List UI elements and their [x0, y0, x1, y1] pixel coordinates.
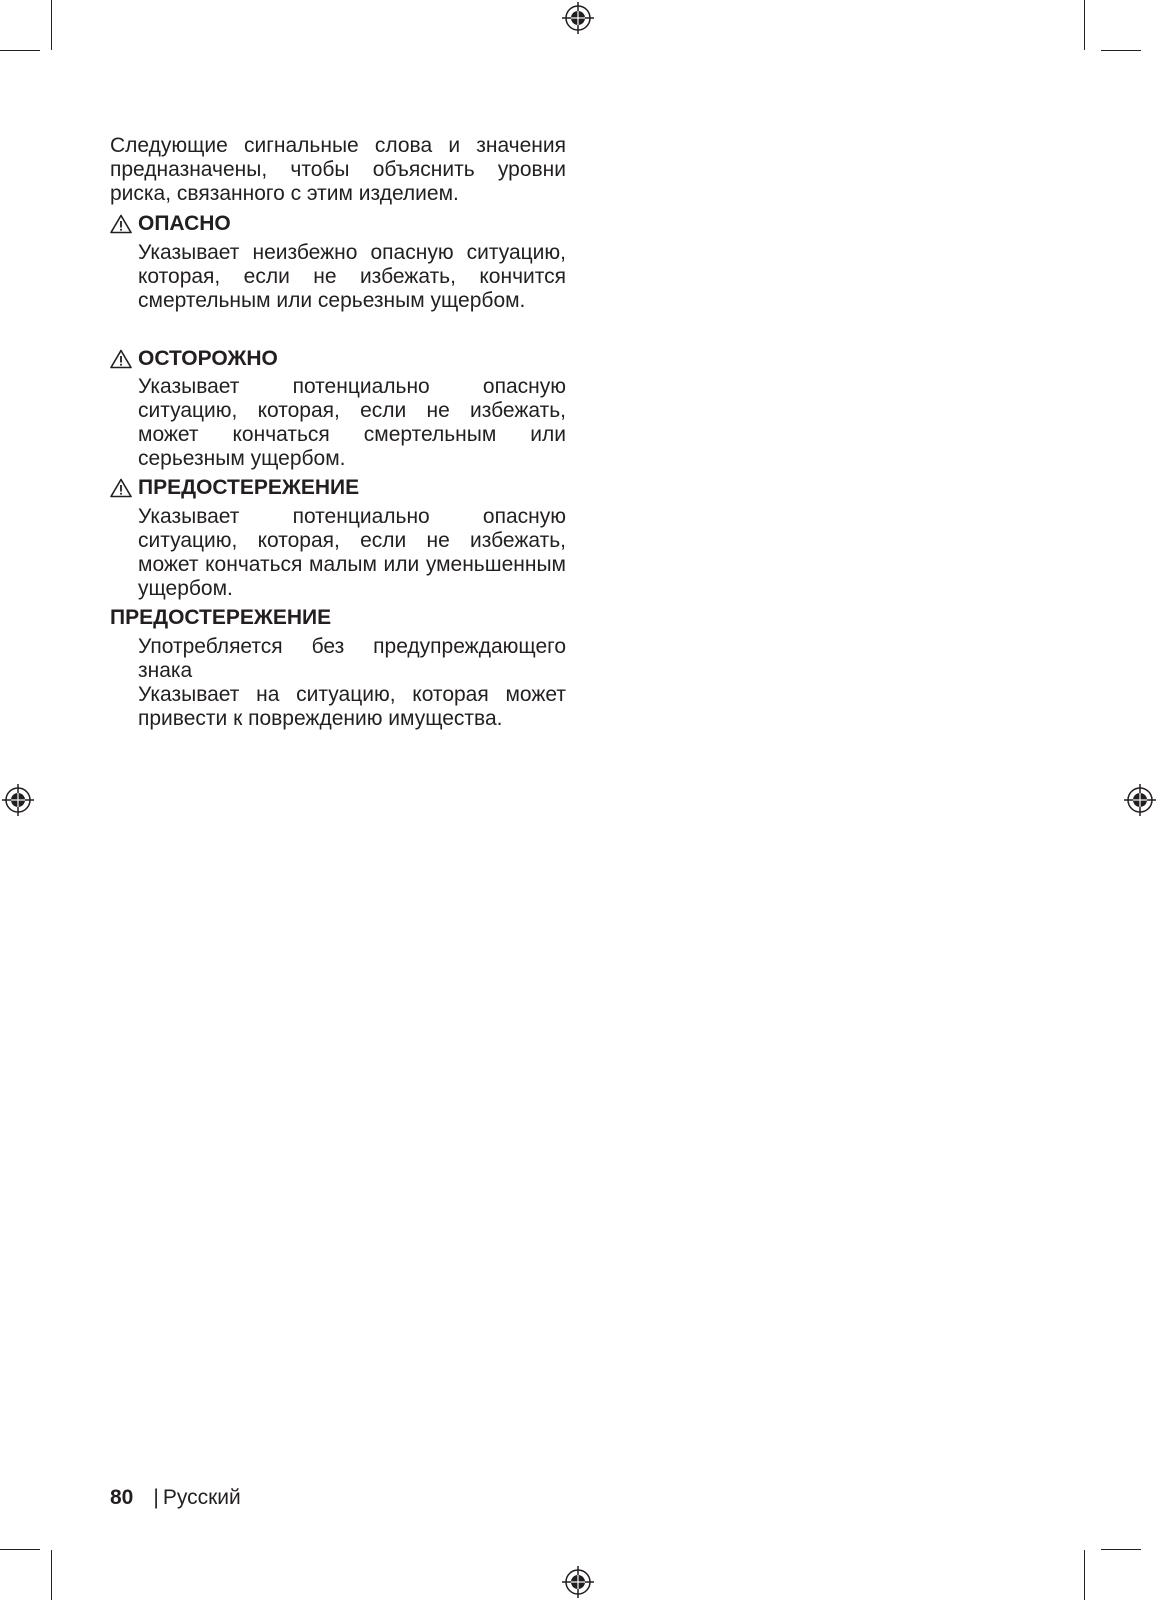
intro-paragraph: Следующие сигнальные слова и значения предназначены, чтобы объяснить уровни риска, связанного с этим изделием.: [110, 134, 566, 205]
crop-mark: [0, 1549, 40, 1550]
caution-no-symbol-heading: [110, 606, 566, 630]
caution-no-symbol-heading-text: ПРЕДОСТЕРЕЖЕНИЕ: [110, 606, 332, 629]
registration-mark-icon: [562, 1566, 594, 1598]
crop-mark: [51, 1550, 52, 1600]
warning-triangle-icon: [110, 349, 132, 369]
warning-heading-text: ОСТОРОЖНО: [138, 347, 278, 370]
caution-no-symbol-description: Указывает на ситуацию, которая может привести к повреждению имущества.: [138, 683, 566, 730]
warning-triangle-icon: [110, 478, 132, 498]
registration-mark-icon: [562, 2, 594, 34]
crop-mark: [0, 50, 40, 51]
danger-heading: [110, 212, 566, 236]
footer-language: Русский: [162, 1486, 241, 1509]
caution-heading-text: ПРЕДОСТЕРЕЖЕНИЕ: [138, 476, 360, 499]
caution-heading: [110, 476, 566, 500]
registration-mark-icon: [2, 784, 34, 816]
page-footer: [110, 1486, 241, 1510]
signal-words-section: [110, 134, 566, 731]
crop-mark: [1084, 0, 1085, 50]
crop-mark: [1101, 50, 1141, 51]
crop-mark: [1101, 1549, 1141, 1550]
caution-no-symbol-usage: Употребляется без предупреждающего знака: [138, 635, 566, 682]
caution-description: Указывает потенциально опасную ситуацию, которая, если не избежать, может кончаться малым или уменьшенным ущербом.: [138, 505, 566, 600]
registration-mark-icon: [1124, 784, 1156, 816]
footer-separator: |: [153, 1486, 159, 1509]
danger-heading-text: ОПАСНО: [138, 212, 231, 235]
warning-heading: [110, 347, 566, 371]
crop-mark: [1084, 1550, 1085, 1600]
warning-description: Указывает потенциально опасную ситуацию, которая, если не избежать, может кончаться смертельным или серьезным ущербом.: [138, 375, 566, 470]
crop-mark: [51, 0, 52, 50]
warning-triangle-icon: [110, 214, 132, 234]
danger-description: Указывает неизбежно опасную ситуацию, которая, если не избежать, кончится смертельным или серьезным ущербом.: [138, 241, 566, 312]
page-number: 80: [110, 1486, 134, 1509]
